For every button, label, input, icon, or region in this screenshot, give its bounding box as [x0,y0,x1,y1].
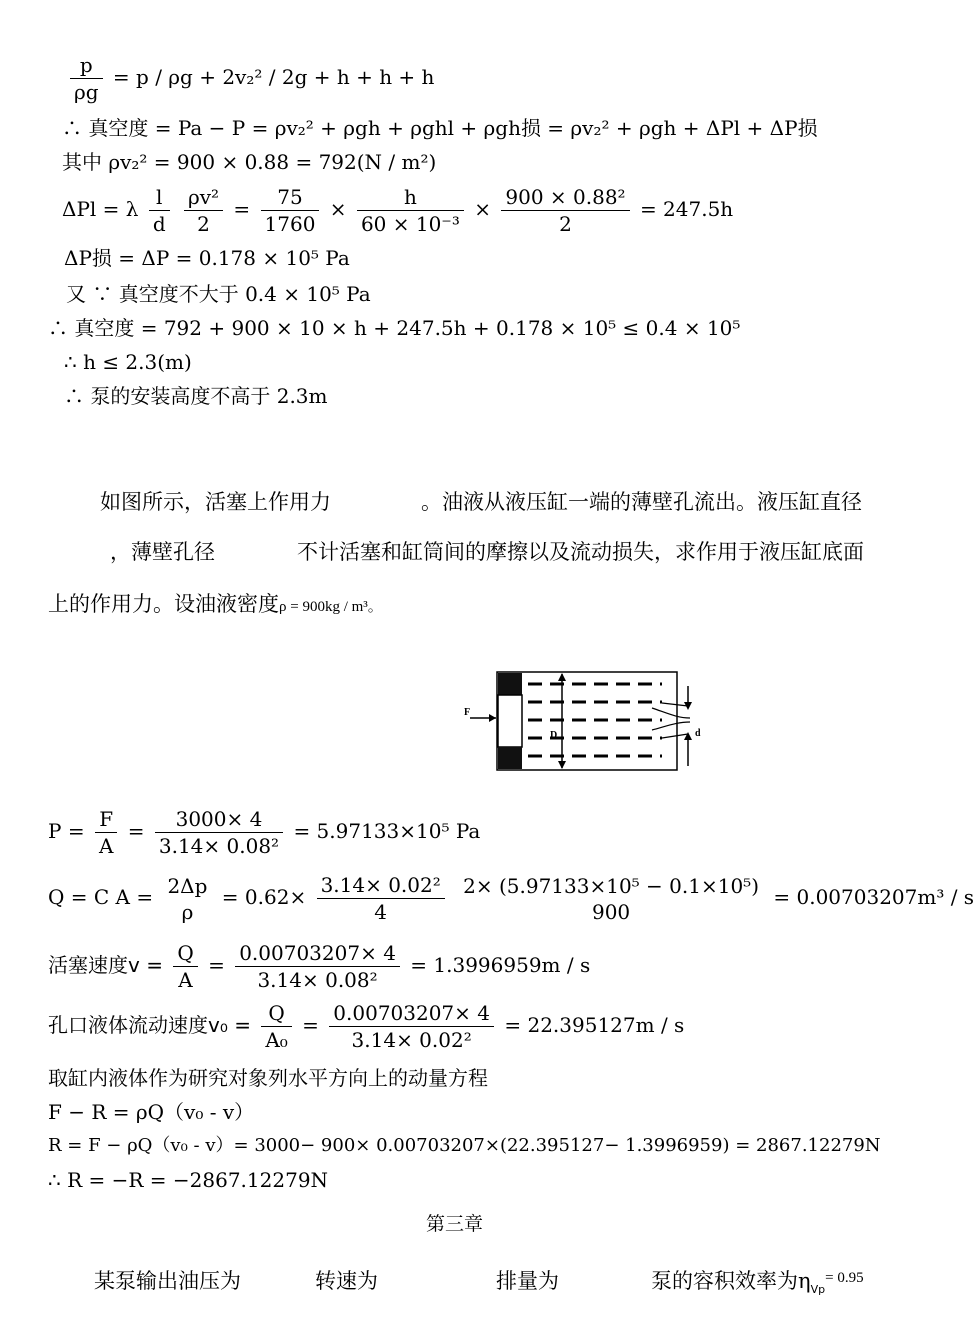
eq4-lhs: ΔPl = λ [62,197,139,221]
problem-line-2 [110,538,864,566]
problem-l1a: 如图所示，活塞上作用力 [100,490,331,514]
v-frac-2 [235,940,400,993]
eq4-f4-num: h [357,184,464,211]
sol-eq-3: ∴ R = −R = −2867.12279N [48,1168,329,1192]
eq4-frac-5 [501,184,629,237]
v0-result: = 22.395127m / s [504,1013,685,1037]
last-b: 转速为 [315,1269,378,1293]
v-result: = 1.3996959m / s [410,953,591,977]
sol-text: 取缸内液体作为研究对象列水平方向上的动量方程 [48,1066,488,1090]
chapter-heading: 第三章 [426,1213,484,1235]
eq4-f1-num: l [149,184,170,211]
q-result: = 0.00703207m³ / s [773,885,974,909]
v0-den: A₀ [265,1028,288,1052]
eq-line-1 [66,52,434,105]
eq4-f5-den: 2 [559,212,572,236]
eq4-f3-num: 75 [261,184,320,211]
q-frac-2 [459,873,763,925]
v-lhs: 活塞速度v = [48,953,163,977]
sol-piston-velocity: 活塞速度v = $\frac{Q}{A}$ = $\frac{0.00703207\times 4}{\text{3.14× 0.08²}}$ = 1.3996959m / s [48,941,591,992]
piston-bottom [498,747,522,769]
last-c: 排量为 [496,1269,559,1293]
problem-line-3 [48,590,383,621]
q-num2: 2× (5.97133×10⁵ − 0.1×10⁵) [463,873,760,898]
eq4-f5-num: 900 × 0.88² [501,184,629,211]
eta-sub: Vp [810,1283,826,1297]
hydraulic-cylinder-figure [462,668,722,778]
force-label: F [464,707,471,718]
eq-line-9: ∴ 泵的安装高度不高于 2.3m [64,384,328,408]
eta-symbol: η [798,1269,811,1293]
p-result: = 5.97133×10⁵ Pa [293,819,481,843]
p-frac-1 [95,806,117,859]
q-root-frac [163,873,211,925]
v0-frac-2 [329,1000,494,1053]
p-lhs: P = [48,819,85,843]
q-root-num: 2Δp [167,873,208,898]
eq-line-3: 其中 ρv₂² = 900 × 0.88 = 792(N / m²) [62,150,437,174]
eq1-lhs-den: ρg [74,80,99,104]
v0-frac-1 [261,1000,291,1053]
eq-line-7: ∴ 真空度 = 792 + 900 × 10 × h + 247.5h + 0.178 × 10⁵ ≤ 0.4 × 10⁵ [48,316,741,340]
v-num: Q [173,940,197,967]
p-den2: 3.14× 0.08² [158,834,280,858]
last-d: 泵的容积效率为 [651,1269,798,1293]
v0-den2: 3.14× 0.02² [351,1028,472,1052]
sol-pressure: P = $\frac{F}{A}$ = $\frac{3000\times 4}{\text{3.14× 0.08²}}$ = 5.97133×10⁵ Pa [48,807,481,858]
eq4-f2-den: 2 [197,212,210,236]
eq1-rhs: = p / ρg + 2v₂² / 2g + h + h + h [112,65,435,89]
problem-density: ρ = 900kg / m³。 [279,599,383,615]
problem-l1b: 。油液从液压缸一端的薄壁孔流出。液压缸直径 [421,490,862,514]
p-num: F [95,806,117,833]
p-num2: 3000× 4 [155,806,283,833]
last-line [94,1264,864,1304]
diameter-label: D [550,730,558,741]
q-lhs: Q = C A = [48,885,154,909]
eq-line-5: ΔP损 = ΔP = 0.178 × 10⁵ Pa [64,246,350,270]
sol-flow [48,872,974,925]
p-frac-2 [155,806,283,859]
eta-value: = 0.95 [825,1270,864,1286]
p-den: A [98,834,114,858]
problem-line-1 [100,488,862,516]
eq-line-8: ∴ h ≤ 2.3(m) [64,350,192,374]
q-frac-1 [317,872,445,925]
eq4-f1-den: d [152,212,166,236]
problem-l2b: 不计活塞和缸筒间的摩擦以及流动损失，求作用于液压缸底面 [297,540,864,564]
q-num: 3.14× 0.02² [317,872,445,899]
v-den: A [178,968,193,992]
problem-l2a: ，薄壁孔径 [110,540,215,564]
orifice-label: d [695,728,701,739]
sol-orifice-velocity: 孔口液体流动速度v₀ = $\frac{Q}{\text{A₀}}$ = $\frac{0.00703207\times 4}{\text{3.14× 0.02²}}$ = 22.395127m / s [48,1001,685,1052]
eq4-f3-den: 1760 [264,212,316,236]
eq-line-4: ΔPl = λ $\frac{l}{d}$ $\frac{\text{ρv²}}{2}$ = $\frac{75}{1760}$ × $\frac{h}{\text{60 × 10⁻³}}$ × $\frac{\text{900 × 0.88²}}{2}$ = 247.5h [62,185,734,236]
v-den2: 3.14× 0.08² [257,968,378,992]
eq-line-2: ∴ 真空度 = Pa − P = ρv₂² + ρgh + ρghl + ρgh损 = ρv₂² + ρgh + ΔPl + ΔP损 [62,116,818,140]
q-den: 4 [374,900,388,924]
v0-num2: 0.00703207× 4 [329,1000,494,1027]
problem-l3: 上的作用力。设油液密度 [48,592,279,616]
eq4-frac-4 [357,184,464,237]
eq4-frac-1 [149,184,170,237]
v-frac-1 [173,940,197,993]
piston-top [498,673,522,695]
v-num2: 0.00703207× 4 [235,940,400,967]
eq4-f4-den: 60 × 10⁻³ [360,212,460,236]
v0-lhs: 孔口液体流动速度v₀ = [48,1013,251,1037]
last-a: 某泵输出油压为 [94,1269,241,1293]
sol-eq-1: F − R = ρQ（v₀ - v） [48,1100,255,1124]
eq4-frac-3 [261,184,320,237]
q-mid: = 0.62× [221,885,307,909]
v0-num: Q [261,1000,291,1027]
eq1-lhs-fraction [70,52,103,105]
q-root-den: ρ [181,899,194,924]
piston-mid [498,695,522,747]
eq4-frac-2 [184,184,223,237]
eq1-lhs-num: p [70,52,103,79]
eq4-result: = 247.5h [639,197,734,221]
sol-eq-2: R = F − ρQ（v₀ - v）= 3000− 900× 0.00703207×(22.395127− 1.3996959) = 2867.12279N [48,1135,881,1156]
eq4-f2-num: ρv² [184,184,223,211]
q-den2: 900 [591,899,631,924]
eq-line-6: 又 ∵ 真空度不大于 0.4 × 10⁵ Pa [66,282,371,306]
